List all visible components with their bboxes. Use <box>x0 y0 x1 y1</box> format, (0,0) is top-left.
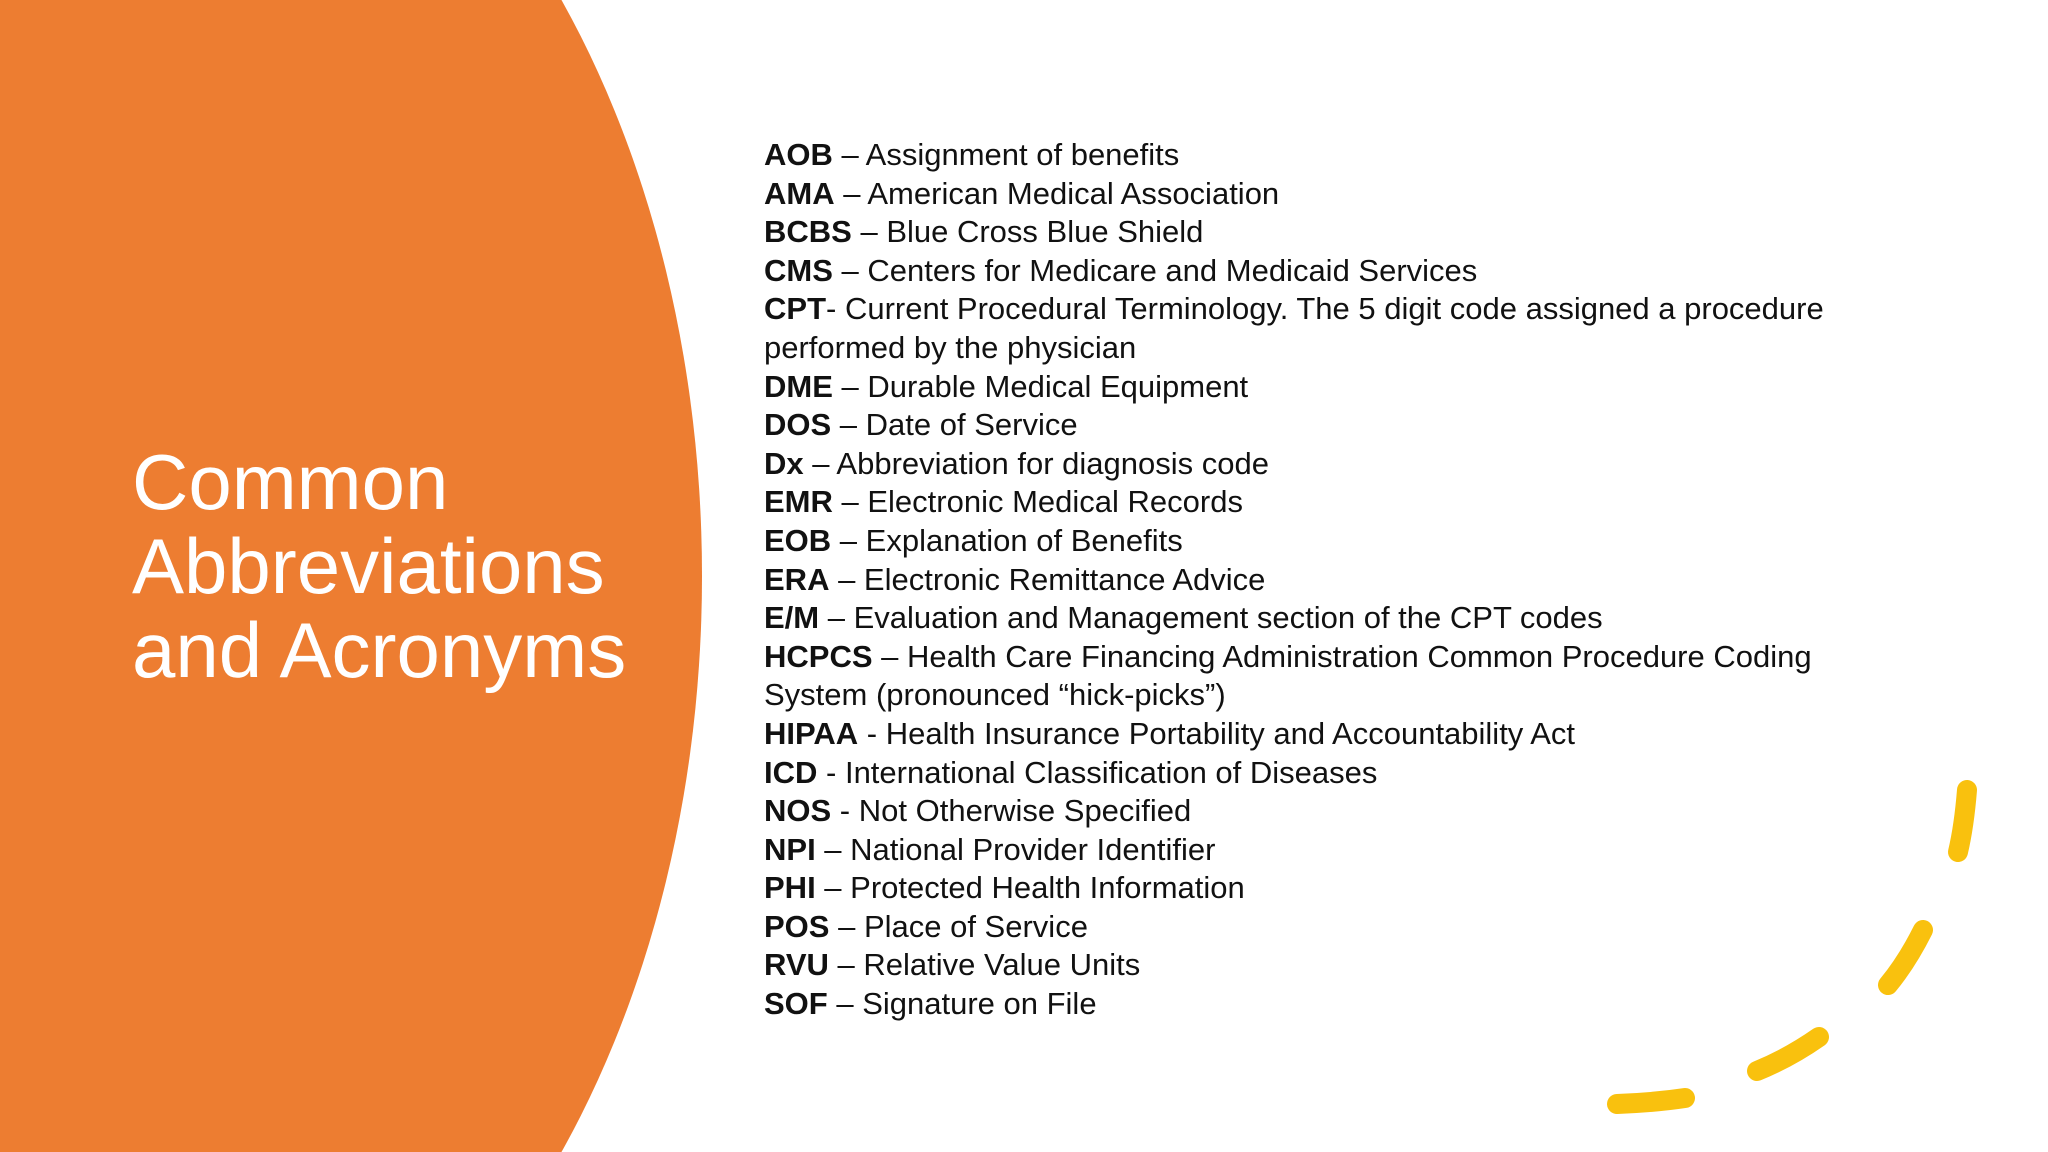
abbreviation-separator: – <box>815 831 851 867</box>
abbreviation-separator: – <box>832 137 866 172</box>
abbreviation-item <box>764 561 1884 600</box>
abbreviation-separator: – <box>872 638 907 674</box>
abbreviation-definition: Protected Health Information <box>850 870 1245 906</box>
abbreviation-code: CMS <box>764 252 833 288</box>
abbreviation-definition: Signature on File <box>862 986 1097 1022</box>
abbreviation-definition: Centers for Medicare and Medicaid Services <box>867 252 1478 288</box>
abbreviation-definition: Electronic Remittance Advice <box>863 561 1266 597</box>
abbreviation-code: HIPAA <box>764 715 859 751</box>
title-line-2: Abbreviations <box>132 522 605 610</box>
abbreviation-item <box>764 252 1884 291</box>
abbreviation-item <box>764 406 1884 445</box>
abbreviation-definition: International Classification of Diseases <box>844 754 1378 790</box>
abbreviation-code: ERA <box>764 561 830 597</box>
abbreviation-code: DME <box>764 368 833 404</box>
title-line-3: and Acronyms <box>132 606 627 694</box>
abbreviation-item <box>764 599 1884 638</box>
abbreviation-item <box>764 715 1884 754</box>
abbreviation-code: ICD <box>764 754 818 790</box>
abbreviation-separator: – <box>828 947 864 983</box>
abbreviation-code: E/M <box>764 600 820 636</box>
abbreviation-item <box>764 136 1884 175</box>
abbreviation-separator: – <box>832 368 868 404</box>
abbreviation-definition: Health Care Financing Administration Common Procedure Coding System (pronounced “hick-picks”) <box>764 638 1812 713</box>
abbreviation-definition: Evaluation and Management section of the CPT codes <box>853 600 1603 636</box>
abbreviation-definition: Date of Service <box>865 407 1078 443</box>
abbreviation-code: EMR <box>764 484 833 520</box>
abbreviation-separator: - <box>858 715 886 751</box>
dash-segment <box>1617 1098 1685 1104</box>
dashed-curve-decoration <box>1580 760 2040 1140</box>
abbreviation-code: AOB <box>764 137 833 172</box>
abbreviation-separator: – <box>832 484 868 520</box>
dash-segment <box>1888 930 1923 985</box>
abbreviation-definition: Place of Service <box>863 908 1088 944</box>
abbreviation-code: NOS <box>764 793 832 829</box>
abbreviation-separator: - <box>826 291 845 327</box>
abbreviation-code: EOB <box>764 522 832 558</box>
abbreviation-separator: – <box>803 445 837 481</box>
abbreviation-definition: Electronic Medical Records <box>867 484 1243 520</box>
abbreviation-definition: American Medical Association <box>867 175 1280 211</box>
abbreviation-definition: Health Insurance Portability and Accountability Act <box>885 715 1575 751</box>
abbreviation-code: HCPCS <box>764 638 873 674</box>
abbreviation-definition: Explanation of Benefits <box>865 522 1183 558</box>
abbreviation-separator: – <box>832 252 868 288</box>
abbreviation-code: NPI <box>764 831 816 867</box>
abbreviation-separator: - <box>831 793 859 829</box>
abbreviation-separator: – <box>829 561 864 597</box>
dash-segment <box>1958 790 1967 852</box>
abbreviation-item <box>764 368 1884 407</box>
abbreviation-code: AMA <box>764 175 835 211</box>
abbreviation-item <box>764 522 1884 561</box>
abbreviation-definition: Not Otherwise Specified <box>858 793 1192 829</box>
abbreviation-definition: National Provider Identifier <box>850 831 1216 867</box>
abbreviation-code: Dx <box>764 445 804 481</box>
abbreviation-definition: Blue Cross Blue Shield <box>886 214 1204 250</box>
abbreviation-separator: – <box>815 870 851 906</box>
abbreviation-separator: – <box>819 600 854 636</box>
slide-title <box>132 440 692 692</box>
abbreviation-definition: Relative Value Units <box>863 947 1141 983</box>
abbreviation-definition: Current Procedural Terminology. The 5 digit code assigned a procedure performed by the physician <box>764 291 1824 365</box>
abbreviation-definition: Abbreviation for diagnosis code <box>836 445 1269 481</box>
abbreviation-code: PHI <box>764 870 816 906</box>
abbreviation-separator: – <box>827 986 863 1022</box>
abbreviation-separator: – <box>829 908 864 944</box>
abbreviation-item <box>764 483 1884 522</box>
abbreviation-separator: – <box>831 407 866 443</box>
abbreviation-item <box>764 175 1884 214</box>
abbreviation-item <box>764 638 1884 715</box>
abbreviation-item <box>764 213 1884 252</box>
abbreviation-item <box>764 290 1884 367</box>
abbreviation-code: SOF <box>764 986 828 1022</box>
abbreviation-code: BCBS <box>764 214 852 250</box>
abbreviation-item <box>764 445 1884 484</box>
abbreviation-separator: – <box>831 522 866 558</box>
abbreviation-code: DOS <box>764 407 832 443</box>
abbreviation-separator: - <box>817 754 845 790</box>
abbreviation-definition: Durable Medical Equipment <box>867 368 1249 404</box>
title-line-1: Common <box>132 438 449 526</box>
abbreviation-separator: – <box>851 214 887 250</box>
dash-segment <box>1757 1037 1819 1071</box>
abbreviation-code: RVU <box>764 947 829 983</box>
abbreviation-separator: – <box>834 175 868 211</box>
abbreviation-code: POS <box>764 908 830 944</box>
abbreviation-code: CPT <box>764 291 826 327</box>
abbreviation-definition: Assignment of benefits <box>865 137 1180 172</box>
